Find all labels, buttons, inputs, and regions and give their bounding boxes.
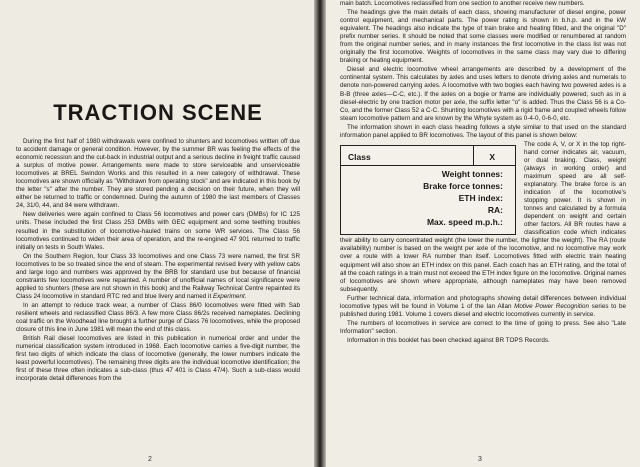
paragraph: British Rail diesel locomotives are listed in this publication in numerical order and under the numerical classification system introduced in 1968. Each locomotive carries a five-digit number, the first two digits of which indicate the class of locomotive (generally, the lower numbers indicate the least powerful locomotives). The remaining three digits are the individual locomotive identification; the first of these three often indicates a sub-class (thus 47 401 is Class 47/4). Such a sub-class would incorporate detail differences from the [16, 335, 300, 383]
panel-fields [423, 168, 503, 228]
paragraph: In an attempt to reduce track wear, a number of Class 86/0 locomotives were fitted with Sab resilient wheels and reclassified Class 86/3. A few more Class 86/2s received nameplates. Declining coal traffic on the Woodhead line brought a further purge of Class 76 locomotives, while the proposed closure of this line in June 1981 will mean the end of this class. [16, 301, 300, 334]
series-title: Motive Power Recognition [514, 302, 590, 310]
panel-rule [341, 165, 515, 166]
page-title: TRACTION SCENE [53, 100, 263, 125]
paragraph: The numbers of locomotives in service are correct to the time of going to press. See also "Late Information" section. [340, 319, 626, 335]
paragraph: Diesel and electric locomotive wheel arrangements are described by a development of the continental system. This calculates by axles and uses letters to denote driving axles and numerals to denote non-powered carrying axles. A locomotive with two bogies each having two powered axles is a B-B (three axles—C-C, etc.). If the axles on a bogie or frame are individually powered, such as in a diesel-electric by one traction motor per axle, the suffix letter "o" is added. Thus the Class 56 is a Co-Co, and the former Class 52 a C-C. Shunting locomotives with a rigid frame and coupled wheels follow steam locomotive pattern and are known by the Whyte system as 0-4-0, 0-6-0, etc. [340, 66, 626, 122]
panel-field: ETH index: [458, 192, 503, 203]
paragraph: The information shown in each class heading follows a style similar to that used on the standard information panel applied to BR locomotives. The layout of this panel is shown below: [340, 123, 626, 139]
paragraph: During the first half of 1980 withdrawals were confined to shunters and locomotives written off due to accident damage or general condition. However, by the summer BR was feeling the effects of the economic recession and the cut-back in industrial output and a serious decline in freight traffic caused a surplus of motive power. Arrangements were made to store serviceable and unserviceable locomotives at BREL Swindon Works and this resulted in a new category of withdrawal. These locomotives are shown officially as "Withdrawn from operating stock" and are indicated in this book by the letter "s" after the number. They are stored pending a decision on their future, when they will either be returned to traffic or condemned. During the autumn of 1980 the last members of Classes 24, 31/0, 44, and 84 were withdrawn. [16, 138, 300, 210]
paragraph-text: Further technical data, information and photographs showing detail differences between individual locomotive types will be found in Volume 1 of the Ian Allan [340, 294, 626, 310]
paragraph: New deliveries were again confined to Class 56 locomotives and power cars (DMBs) for IC 125 units. These included the first Class 253 DMBs with GEC equipment and some teething troubles resulted in the substitution of locomotive-hauled trains on some WR services. The Class 56 locomotives continued to widen their area of operation, and the re-engined 47 901 returned to traffic initially on tests in South Wales. [16, 211, 300, 251]
book-gutter [314, 0, 326, 467]
right-page [326, 0, 640, 467]
panel-class-label: Class [348, 151, 371, 162]
panel-divider [473, 146, 474, 165]
paragraph: main batch. Locomotives reclassified from one section to another receive new numbers. [340, 0, 585, 7]
panel-field: Brake force tonnes: [423, 180, 503, 191]
panel-field: Weight tonnes: [441, 168, 503, 179]
page-number: 3 [478, 456, 482, 463]
left-page [0, 0, 314, 467]
panel-brake-code: X [489, 151, 495, 162]
paragraph: Information in this booklet has been checked against BR TOPS Records. [347, 336, 550, 344]
paragraph-text: On the Southern Region, four Class 33 locomotives and one Class 73 were named, the first SR locomotives to be so treated since the end of steam. The experimental revised livery with yellow cabs and large logo and numbers was approved by the BRB for standard use but because of financial constraints few locomotives were repainted. A number of unofficial names of local significance were applied to shunters (these are not shown in this book) and the Railway Technical Centre repainted its Class 24 locomotive in standard RTC red and blue livery and named it [16, 252, 300, 300]
panel-field: RA: [487, 204, 503, 215]
info-panel-diagram [340, 145, 516, 235]
paragraph [16, 253, 300, 301]
loco-name: Experiment. [212, 292, 247, 300]
page-number: 2 [148, 456, 152, 463]
paragraph [340, 295, 626, 319]
paragraph: The headings give the main details of each class, showing manufacturer of diesel engine, power control equipment, and mechanical parts. The power rating is shown in b.h.p. and in the kW equivalent. The headings also indicate the type of train brake and heating fitted, and the original "D" prefix number series. It should be noted that some classes were modified or renumbered at random from the original number series, and in many instances the first locomotive in the class list was not originally the first locomotive. Weights of locomotives in the same class may vary due to differing braking or heating equipment. [340, 9, 626, 65]
paragraph-text: series to be published during 1981. Volume 1 covers diesel and electric locomotives currently in service. [340, 302, 626, 318]
panel-field: Max. speed m.p.h.: [426, 216, 503, 227]
paragraph: The code A, V, or X in the top right-hand corner indicates air, vacuum, or dual braking. Class, weight (always in working order) and maximum speed are all self-explanatory. The brake force is an indication of the locomotive's stopping power. It is shown in tonnes and calculated by a formula dependent on weight and certain other factors. All BR routes have a classification code which indicates their ability to carry concentrated weight (the lower the number, the lighter the weight). The RA (route availability) number is based on the weight per axle of the locomotive, and no locomotive may work over a route with a lower RA number than itself. Locomotives fitted with electric train heating equipment will also show an ETH index on this panel. Each coach has an ETH rating, and the total of all the coach ratings in a train must not exceed the ETH index figure on the locomotive. Original names of locomotives are shown where appropriate, although nameplates may have been removed subsequently. [340, 140, 626, 293]
